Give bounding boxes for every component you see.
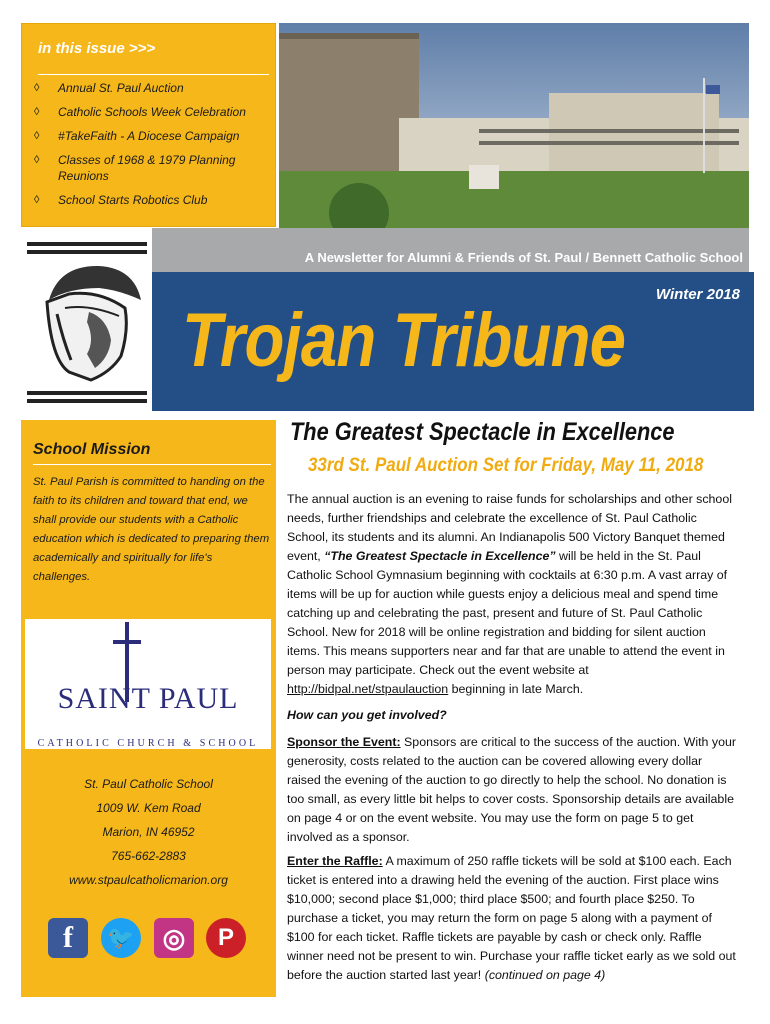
divider xyxy=(38,74,269,75)
article-paragraph: The annual auction is an evening to raise funds for scholarships and other school needs, further friendships and celebrate the excellence of St. Paul Catholic School, its students and its alumni. An Indianapolis 500 Victory Banquet themed event, “The Greatest Spectacle in Excellence” will be held in the St. Paul Catholic School Gymnasium beginning with cocktails at 6:30 p.m. A vast array of items will be up for auction while guests enjoy a delicious meal and spend time catching up and celebrating the past, present and future of St. Paul Catholic School. New for 2018 will be online registration and bidding for silent auction items. This means supporters near and far that are unable to attend the event in person may participate. Check out the event website at http://bidpal.net/stpaulauction beginning in late March. xyxy=(287,492,732,696)
school-name: St. Paul Catholic School xyxy=(84,777,213,791)
pinterest-icon[interactable]: P xyxy=(206,918,246,958)
issue-item[interactable]: ◊ School Starts Robotics Club xyxy=(34,193,208,207)
school-photo xyxy=(279,23,749,228)
divider xyxy=(27,391,147,395)
in-this-issue-box xyxy=(21,23,276,227)
logo-wordmark: SAINT PAUL xyxy=(57,682,239,715)
divider xyxy=(27,250,147,254)
issue-list xyxy=(34,80,264,216)
in-this-issue-heading: in this issue >>> xyxy=(38,40,156,57)
raffle-paragraph: Enter the Raffle: A maximum of 250 raffle tickets will be sold at $100 each. Each ticket is entered into a drawing held the evening of the auction. First place wins $10,000; second place $1,000; third place $500; and fourth place $250. To purchase a ticket, you may return the form on page 5 along with a payment of $100 for each ticket. Raffle tickets are payable by cash or check only. Raffle winner need not be present to win. Purchase your raffle ticket early as we sold out before the auction started last year! (continued on page 4) xyxy=(287,854,736,982)
issue-item[interactable]: ◊ Annual St. Paul Auction xyxy=(34,81,184,95)
issue-item[interactable]: ◊ Classes of 1968 & 1979 Planning Reunions xyxy=(34,153,236,183)
diamond-bullet-icon: ◊ xyxy=(34,194,40,206)
article-subhead: 33rd St. Paul Auction Set for Friday, May 11, 2018 xyxy=(308,454,704,476)
trojan-logo xyxy=(21,228,152,411)
article-headline: The Greatest Spectacle in Excellence xyxy=(290,418,675,446)
city-address: Marion, IN 46952 xyxy=(102,825,195,839)
event-title: “The Greatest Spectacle in Excellence” xyxy=(324,549,556,563)
trojan-helmet-icon xyxy=(29,260,147,386)
divider xyxy=(27,242,147,246)
cross-icon xyxy=(113,640,141,644)
website-link[interactable]: www.stpaulcatholicmarion.org xyxy=(69,873,228,887)
raffle-label: Enter the Raffle: xyxy=(287,854,383,868)
sponsor-label: Sponsor the Event: xyxy=(287,735,401,749)
diamond-bullet-icon: ◊ xyxy=(34,106,40,118)
instagram-icon[interactable]: ◎ xyxy=(154,918,194,958)
edition-label: Winter 2018 xyxy=(655,286,740,303)
issue-item[interactable]: ◊ #TakeFaith - A Diocese Campaign xyxy=(34,129,240,143)
street-address: 1009 W. Kem Road xyxy=(96,801,201,815)
involvement-heading: How can you get involved? xyxy=(287,708,447,722)
auction-website-link[interactable]: http://bidpal.net/stpaulauction xyxy=(287,682,449,696)
twitter-icon[interactable]: 🐦 xyxy=(101,918,141,958)
mission-text: St. Paul Parish is committed to handing on the faith to its children and toward that end, we shall provide our students with a Catholic education which is dedicated to preparing them academically and spiritually for life's challenges. xyxy=(33,476,270,583)
sponsor-paragraph: Sponsor the Event: Sponsors are critical to the success of the auction. With your generosity, costs related to the auction can be covered allowing every dollar raised the evening of the auction to go directly to help the school. No donation is too small, as every little bit helps to cover costs. Sponsorship details are available on page 4 or on the event website. You may use the form on page 5 to get involved as a sponsor. xyxy=(287,735,736,844)
continued-note: (continued on page 4) xyxy=(484,968,606,982)
facebook-icon[interactable]: f xyxy=(48,918,88,958)
diamond-bullet-icon: ◊ xyxy=(34,154,40,166)
divider xyxy=(27,399,147,403)
mission-heading: School Mission xyxy=(33,441,151,458)
newsletter-title: Trojan Tribune xyxy=(182,298,626,383)
newsletter-tagline: A Newsletter for Alumni & Friends of St. Paul / Bennett Catholic School xyxy=(304,250,743,265)
divider xyxy=(33,464,271,465)
phone-number: 765-662-2883 xyxy=(111,849,186,863)
logo-subtitle: CATHOLIC CHURCH & SCHOOL xyxy=(37,738,259,749)
issue-item[interactable]: ◊ Catholic Schools Week Celebration xyxy=(34,105,246,119)
diamond-bullet-icon: ◊ xyxy=(34,82,40,94)
diamond-bullet-icon: ◊ xyxy=(34,130,40,142)
